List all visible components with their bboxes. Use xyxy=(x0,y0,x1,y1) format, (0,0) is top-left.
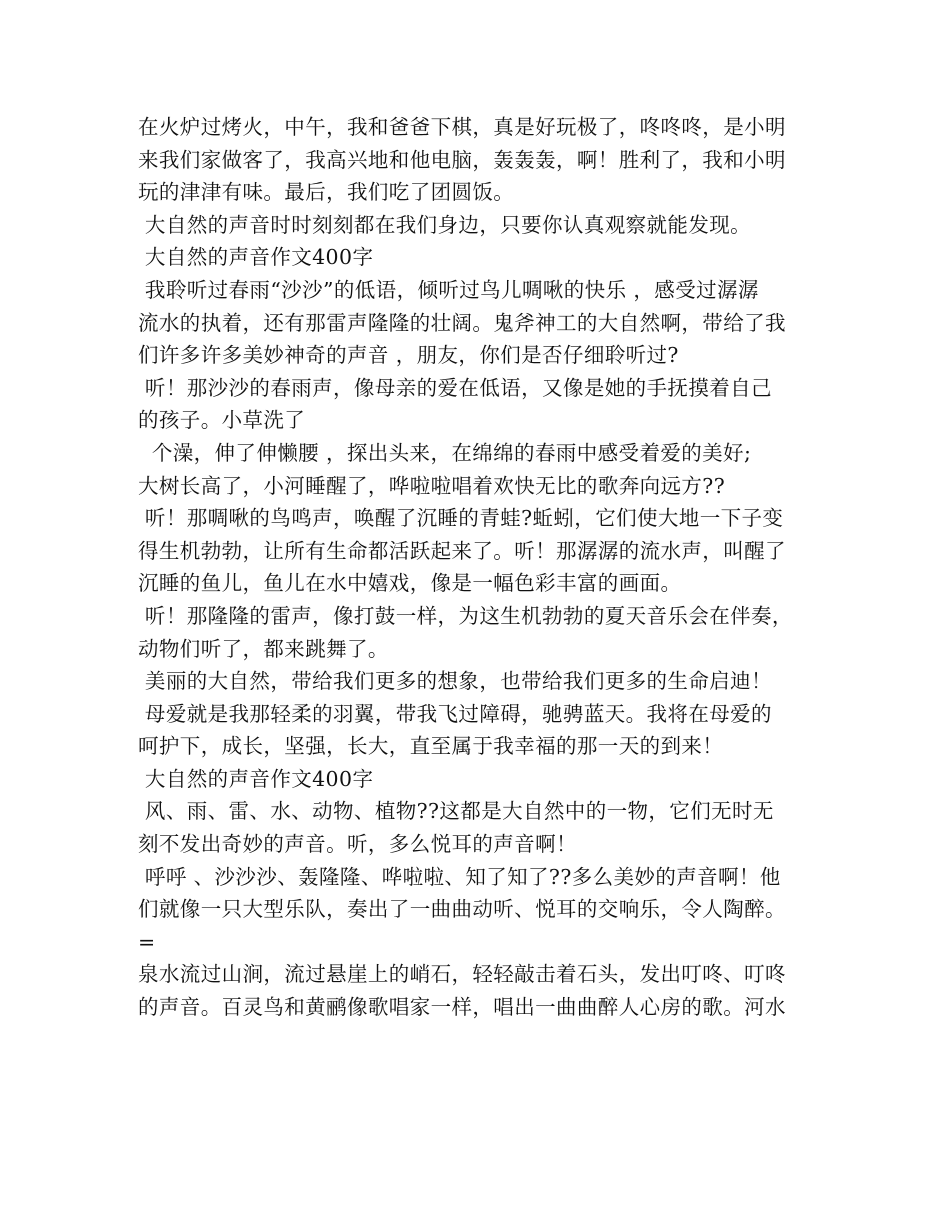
text-line: 呵护下，成长，坚强，长大，直至属于我幸福的那一天的到来！ xyxy=(138,734,724,759)
text-line: 动物们听了，都来跳舞了。 xyxy=(138,636,389,661)
text-line: 沉睡的鱼儿，鱼儿在水中嬉戏，像是一幅色彩丰富的画面。 xyxy=(138,571,682,596)
text-line: 风、雨、雷、水、动物、植物??这都是大自然中的一物，它们无时无 xyxy=(138,799,774,824)
text-line: 们就像一只大型乐队，奏出了一曲曲动听、悦耳的交响乐，令人陶醉。 xyxy=(138,897,786,922)
text-line: 大树长高了，小河睡醒了，哗啦啦唱着欢快无比的歌奔向远方?? xyxy=(138,473,726,498)
text-line: 流水的执着，还有那雷声隆隆的壮阔。鬼斧神工的大自然啊，带给了我 xyxy=(138,310,786,335)
text-line: 刻不发出奇妙的声音。听，多么悦耳的声音啊！ xyxy=(138,832,577,857)
text-line: 呼呼 、沙沙沙、轰隆隆、哗啦啦、知了知了??多么美妙的声音啊！他 xyxy=(138,864,781,889)
text-line: 母爱就是我那轻柔的羽翼，带我飞过障碍，驰骋蓝天。我将在母爱的 xyxy=(138,701,772,726)
text-line: 个澡，伸了伸懒腰 ，探出头来，在绵绵的春雨中感受着爱的美好; xyxy=(138,440,752,465)
text-line: 玩的津津有味。最后，我们吃了团圆饭。 xyxy=(138,180,515,205)
text-line: 来我们家做客了，我高兴地和他电脑，轰轰轰，啊！胜利了，我和小明 xyxy=(138,147,786,172)
text-line: 得生机勃勃，让所有生命都活跃起来了。听！那潺潺的流水声，叫醒了 xyxy=(138,538,786,563)
text-line: 泉水流过山涧，流过悬崖上的峭石，轻轻敲击着石头，发出叮咚、叮咚 xyxy=(138,962,786,987)
text-line: 听！那隆隆的雷声，像打鼓一样，为这生机勃勃的夏天音乐会在伴奏， xyxy=(138,603,793,628)
text-line: 大自然的声音时时刻刻都在我们身边，只要你认真观察就能发现。 xyxy=(138,212,752,237)
text-line: 在火炉过烤火，中午，我和爸爸下棋，真是好玩极了，咚咚咚，是小明 xyxy=(138,115,786,139)
text-line: 听！那啁啾的鸟鸣声，唤醒了沉睡的青蛙?蚯蚓，它们使大地一下子变 xyxy=(138,506,784,531)
section-heading: 大自然的声音作文400字 xyxy=(138,766,374,791)
text-line: = xyxy=(138,929,156,954)
text-line: 我聆听过春雨“沙沙”的低语，倾听过鸟儿啁啾的快乐 ，感受过潺潺 xyxy=(138,277,759,302)
document-body xyxy=(138,111,828,1024)
text-line: 的孩子。小草洗了 xyxy=(138,408,306,433)
section-heading: 大自然的声音作文400字 xyxy=(138,245,374,270)
text-line: 们许多许多美妙神奇的声音 ，朋友，你们是否仔细聆听过? xyxy=(138,343,679,368)
text-line: 听！那沙沙的春雨声，像母亲的爱在低语，又像是她的手抚摸着自己 xyxy=(138,375,772,400)
text-line: 美丽的大自然，带给我们更多的想象，也带给我们更多的生命启迪！ xyxy=(138,669,772,694)
text-line: 的声音。百灵鸟和黄鹂像歌唱家一样，唱出一曲曲醉人心房的歌。河水 xyxy=(138,995,786,1020)
